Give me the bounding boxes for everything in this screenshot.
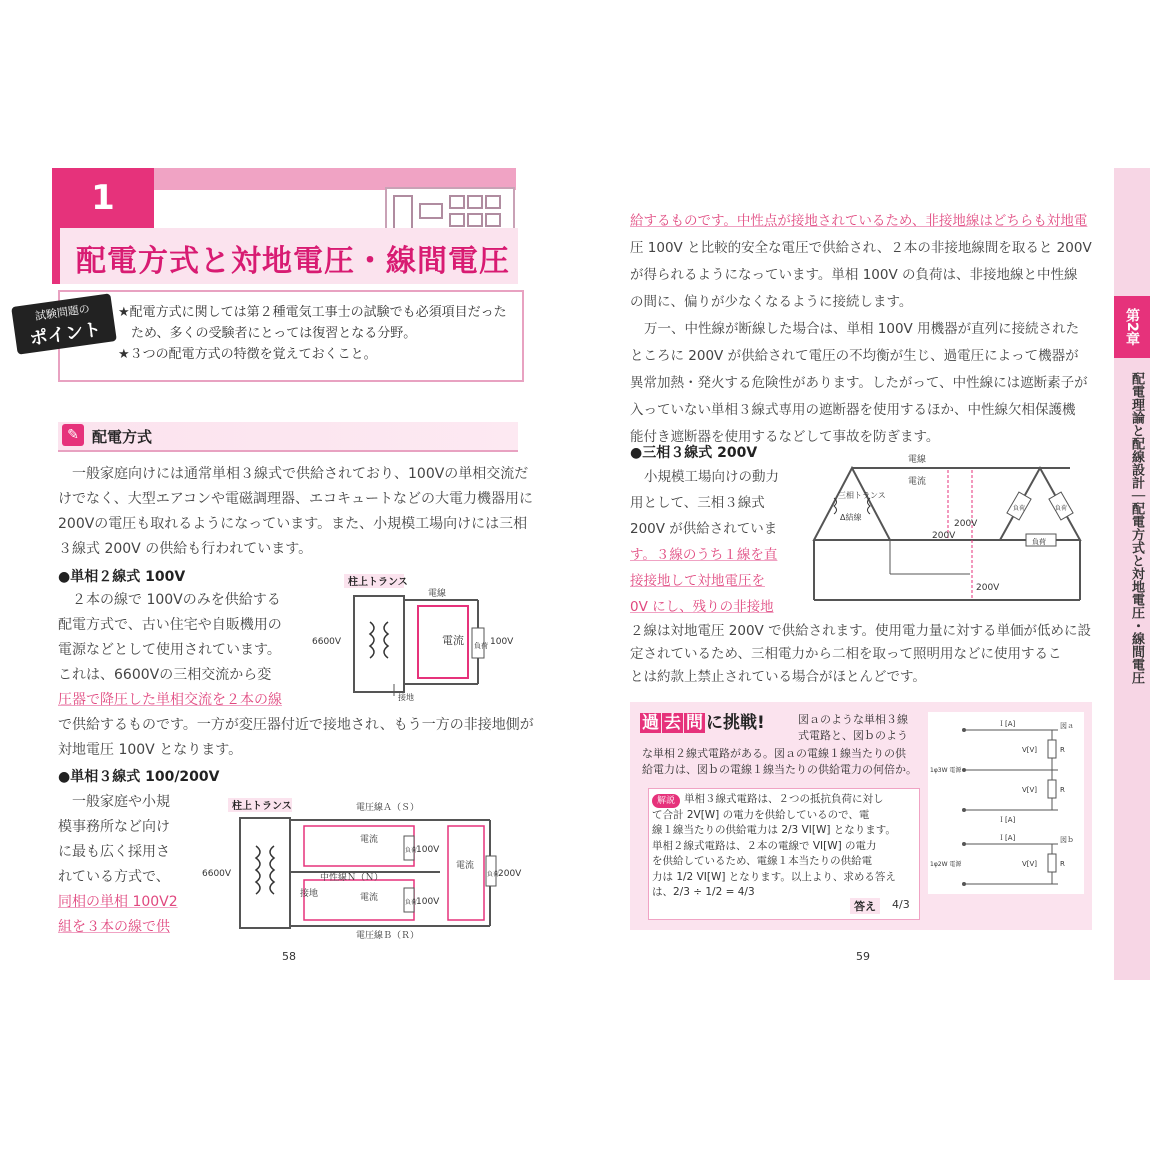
text-line: 能付き遮断器を使用するなどして事故を防ぎます。 xyxy=(630,429,940,445)
point-badge-main: ポイント xyxy=(28,318,103,350)
challenge-question-bottom xyxy=(642,746,917,778)
text-line: 電源などとして使用されています。 xyxy=(58,642,281,658)
intro-text xyxy=(58,462,533,562)
resistor-label: R xyxy=(1060,786,1065,794)
challenge-question-top xyxy=(798,712,908,744)
solution-text xyxy=(652,792,896,901)
single3-heading: ●単相３線式 100/200V xyxy=(58,769,220,785)
text-line: 一般家庭や小規 xyxy=(72,794,170,810)
text-line: は、2/3 ÷ 1/2 = 4/3 xyxy=(652,886,755,898)
wire-label: 電線 xyxy=(428,589,447,599)
text-line: 配電方式で、古い住宅や自販機用の xyxy=(58,617,282,633)
wire2-label: 電圧線Ｂ（Ｒ） xyxy=(356,931,420,940)
text-line: 200V が供給されていま xyxy=(630,521,778,537)
text-line: これは、6600Vの三相交流から変 xyxy=(58,667,272,683)
diagram-label: 柱上トランス xyxy=(348,577,408,588)
challenge-title xyxy=(640,708,765,733)
voltage-label: V[V] xyxy=(1022,860,1038,868)
answer-value: 4/3 xyxy=(892,898,910,911)
text-line: 小規模工場向けの動力 xyxy=(644,469,779,485)
challenge-title-char: 去 xyxy=(664,713,681,733)
point-line: ★配電方式に関しては第２種電気工事士の試験でも必須項目だった xyxy=(118,305,507,320)
source-label: 1φ3W 電源 xyxy=(930,767,962,774)
page-number-left: 58 xyxy=(282,950,296,963)
current-label: 電流 xyxy=(360,893,379,903)
text-line: 線１線当たりの供給電力は 2/3 VI[W] となります。 xyxy=(652,824,896,836)
trans-label: 三相トランス xyxy=(838,491,886,500)
resistor-label: R xyxy=(1060,860,1065,868)
point-line: ため、多くの受験者にとっては復習となる分野。 xyxy=(118,326,417,341)
text-line: 組を３本の線で供 xyxy=(58,919,170,935)
load-label: 負荷 xyxy=(487,871,500,878)
v200-label: 200V xyxy=(498,869,522,879)
text-line: 給電力は、図ｂの電線１線当たりの供給電力の何倍か。 xyxy=(642,763,917,776)
resistor-label: R xyxy=(1060,746,1065,754)
figure-b-label: 図ｂ xyxy=(1060,836,1074,844)
text-line: ２線は対地電圧 200V で供給されます。使用電力量に対する単価が低めに設 xyxy=(630,623,1092,639)
current-label: 電流 xyxy=(360,835,379,845)
text-line: て合計 2V[W] の電力を供給しているので、電 xyxy=(652,808,870,821)
point-badge-top: 試験問題の xyxy=(34,302,91,323)
single3-diagram xyxy=(200,796,522,940)
chapter-tab: 第2章 xyxy=(1114,296,1150,358)
v6600-label: 6600V xyxy=(312,637,342,647)
text-line: 図ａのような単相３線 xyxy=(798,713,908,726)
text-line: 式電路と、図ｂのよう xyxy=(798,729,908,742)
ground-label: 接地 xyxy=(300,889,319,899)
title-accent xyxy=(52,228,60,284)
challenge-title-rest: に挑戦! xyxy=(706,713,765,733)
text-line: 力は 1/2 VI[W] となります。以上より、求める答え xyxy=(652,870,896,883)
text-line: 一般家庭向けには通常単相３線式で供給されており、100Vの単相交流だ xyxy=(72,466,529,482)
text-line: に最も広く採用さ xyxy=(58,844,170,860)
text-line: 同相の単相 100V2 xyxy=(58,894,178,910)
text-line: が得られるようになっています。単相 100V の負荷は、非接地線と中性線 xyxy=(630,267,1078,283)
point-list xyxy=(118,302,507,365)
current-i-label: Ｉ[A] xyxy=(998,834,1016,842)
three3-text-after xyxy=(630,620,1091,689)
text-line: す。３線のうち１線を直 xyxy=(630,547,778,563)
load-label: 負荷 xyxy=(405,847,418,854)
text-line: 用として、三相３線式 xyxy=(630,495,765,511)
text-line: 異常加熱・発火する危険性があります。したがって、中性線には遮断素子が xyxy=(630,375,1088,391)
text-line: 万一、中性線が断線した場合は、単相 100V 用機器が直列に接続された xyxy=(644,321,1080,337)
chapter-sidebar-label: 配電理論と配線設計｜配電方式と対地電圧・線間電圧 xyxy=(1129,372,1144,684)
figure-a-label: 図ａ xyxy=(1060,722,1074,730)
v200-label: 200V xyxy=(976,583,1000,593)
load-label: 負荷 xyxy=(1032,538,1046,546)
wire1-label: 電圧線Ａ（Ｓ） xyxy=(356,803,420,813)
right-text xyxy=(630,208,1092,451)
text-line: の間に、偏りが少なくなるように接続します。 xyxy=(630,294,913,310)
section-number: 1 xyxy=(52,168,154,228)
text-line: 単相３線式電路は、２つの抵抗負荷に対し xyxy=(684,793,884,805)
text-line: れている方式で、 xyxy=(58,869,170,885)
text-line: 接接地して対地電圧を xyxy=(630,573,765,589)
single3-text xyxy=(58,790,178,940)
current-i-label: Ｉ[A] xyxy=(998,816,1016,824)
text-line: 圧器で降圧した単相交流を２本の線 xyxy=(58,692,282,708)
load-label: 負荷 xyxy=(1055,505,1068,512)
ground-label: 接地 xyxy=(398,693,414,702)
text-line: ３線式 200V の供給も行われています。 xyxy=(58,541,313,557)
voltage-label: V[V] xyxy=(1022,746,1038,754)
pencil-icon: ✎ xyxy=(62,424,84,446)
load-label: 負荷 xyxy=(474,642,488,650)
text-line: 定されているため、三相電力から二相を取って照明用などに使用するこ xyxy=(630,646,1062,662)
solution-badge: 解説 xyxy=(652,794,680,808)
v100-label: 100V xyxy=(416,897,440,907)
load-label: 負荷 xyxy=(405,899,418,906)
v6600-label: 6600V xyxy=(202,869,232,879)
conn-label: Δ結線 xyxy=(840,513,862,522)
challenge-figure xyxy=(928,714,1084,894)
v200-label: 200V xyxy=(954,519,978,529)
neutral-label: 中性線Ｎ（Ｎ） xyxy=(320,873,384,883)
text-line: 給するものです。中性点が接地されているため、非接地線はどちらも対地電 xyxy=(630,213,1088,229)
point-line: ★３つの配電方式の特徴を覚えておくこと。 xyxy=(118,347,377,362)
current-i-label: Ｉ[A] xyxy=(998,720,1016,728)
wire-label: 電線 xyxy=(908,455,927,465)
three3-heading: ●三相３線式 200V xyxy=(630,445,758,461)
text-line: とは約款上禁止されている場合がほとんどです。 xyxy=(630,669,926,685)
voltage-label: V[V] xyxy=(1022,786,1038,794)
three3-diagram xyxy=(800,454,1100,610)
page-number-right: 59 xyxy=(856,950,870,963)
v100-label: 100V xyxy=(490,637,514,647)
subsection-title: 配電方式 xyxy=(92,428,153,446)
current-label: 電流 xyxy=(456,861,475,871)
page-title: 配電方式と対地電圧・線間電圧 xyxy=(76,244,510,279)
challenge-title-char: 問 xyxy=(686,713,703,733)
three3-text xyxy=(630,464,779,620)
source-label: 1φ2W 電源 xyxy=(930,861,962,868)
load-label: 負荷 xyxy=(1013,505,1026,512)
challenge-title-char: 過 xyxy=(642,713,659,733)
single2-heading: ●単相２線式 100V xyxy=(58,569,186,585)
text-line: な単相２線式電路がある。図ａの電線１線当たりの供 xyxy=(642,747,906,760)
text-line: 対地電圧 100V となります。 xyxy=(58,742,243,758)
text-line: 0V にし、残りの非接地 xyxy=(630,599,774,615)
current-label: 電流 xyxy=(908,477,927,487)
current-label: 電流 xyxy=(442,634,464,647)
answer-label: 答え xyxy=(850,898,880,914)
text-line: けでなく、大型エアコンや電磁調理器、エコキュートなどの大電力機器用に xyxy=(58,491,534,507)
text-line: 200Vの電圧も取れるようになっています。また、小規模工場向けには三相 xyxy=(58,516,528,532)
text-line: 単相２線式電路は、２本の電線で VI[W] の電力 xyxy=(652,839,877,852)
text-line: 入っていない単相３線式専用の遮断器を使用するほか、中性線欠相保護機 xyxy=(630,402,1076,418)
single2-diagram xyxy=(308,572,520,702)
text-line: を供給しているため、電線１本当たりの供給電 xyxy=(652,855,873,867)
text-line: ところに 200V が供給されて電圧の不均衡が生じ、過電圧によって機器が xyxy=(630,348,1079,364)
diagram-label: 柱上トランス xyxy=(232,801,292,812)
text-line: 模事務所など向け xyxy=(58,819,170,835)
text-line: で供給するものです。一方が変圧器付近で接地され、もう一方の非接地側が xyxy=(58,717,534,733)
v200-label: 200V xyxy=(932,531,956,541)
text-line: 圧 100V と比較的安全な電圧で供給され、２本の非接地線間を取ると 200V xyxy=(630,240,1092,256)
text-line: ２本の線で 100Vのみを供給する xyxy=(72,592,281,608)
v100-label: 100V xyxy=(416,845,440,855)
